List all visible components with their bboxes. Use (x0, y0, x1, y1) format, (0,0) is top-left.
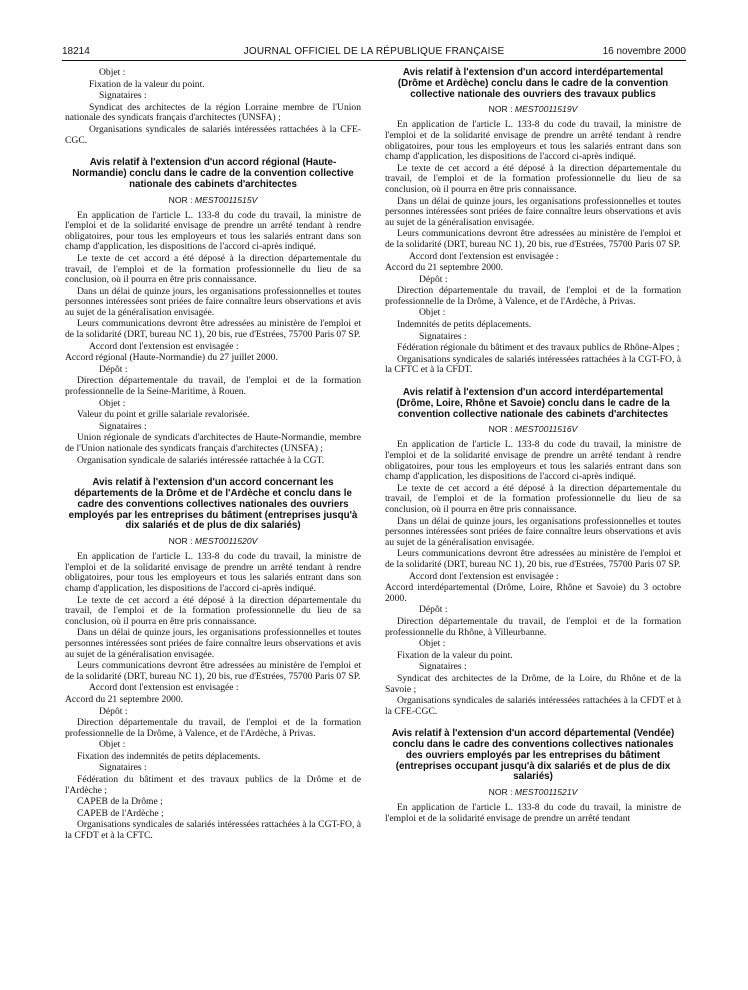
paragraph: Fixation des indemnités de petits déplacements. (77, 750, 261, 762)
left-column (65, 68, 361, 843)
paragraph: Le texte de cet accord a été déposé à la direction départementale du travail, de l'emploi et de la formation professionnelle du lieu de sa conclusion, où il pourra en être pris connaissance. (385, 162, 681, 195)
paragraph: En application de l'article L. 133-8 du code du travail, la ministre de l'emploi et de la solidarité envisage de prendre un arrêté tendant (385, 802, 681, 824)
paragraph: Leurs communications devront être adressées au ministère de l'emploi et de la solidarité (DRT, bureau NC 1), 20 bis, rue d'Estrées, 75700 Paris 07 SP. (385, 228, 681, 250)
paragraph: Leurs communications devront être adressées au ministère de l'emploi et de la solidarité (DRT, bureau NC 1), 20 bis, rue d'Estrées, 75700 Paris 07 SP. (65, 318, 361, 341)
label-objet: Objet : (99, 739, 126, 751)
label-depot: Dépôt : (419, 604, 448, 616)
label-signataires: Signataires : (99, 420, 147, 432)
journal-title: JOURNAL OFFICIEL DE LA RÉPUBLIQUE FRANÇAISE (243, 46, 505, 57)
issue-date: 16 novembre 2000 (602, 46, 686, 57)
label-signataires: Signataires : (419, 661, 467, 673)
label-signataires: Signataires : (419, 330, 467, 342)
nor-reference: NOR : MEST0011519V (488, 104, 578, 115)
label-objet: Objet : (419, 638, 446, 650)
paragraph: Direction départementale du travail, de l'emploi et de la formation professionnelle de la Drôme, à Valence, et de l'Ardèche, à Privas. (385, 285, 681, 307)
notice-title: Avis relatif à l'extension d'un accord interdépartemental (Drôme et Ardèche) conclu dans le cadre de la convention collective nationale des ouvriers des travaux publics (397, 67, 669, 100)
notice-title: Avis relatif à l'extension d'un accord départemental (Vendée) conclu dans le cadre des conventions collectives nationales des ouvriers employés par les entreprises du bâtiment (entreprises occupant jusqu'à dix salariés et de plus de dix salariés) (391, 728, 675, 783)
notice-title: Avis relatif à l'extension d'un accord régional (Haute-Normandie) conclu dans le cadre de la convention collective nationale des cabinets d'architectes (72, 157, 354, 190)
nor-reference: NOR : MEST0011516V (488, 424, 578, 435)
notice-body (65, 552, 361, 841)
paragraph: Fixation de la valeur du point. (397, 649, 513, 661)
notice-body (385, 803, 681, 824)
paragraph: Fédération du bâtiment et des travaux publics de la Drôme et de l'Ardèche ; (65, 774, 361, 796)
paragraph: CAPEB de la Drôme ; (77, 796, 163, 808)
paragraph: Leurs communications devront être adressées au ministère de l'emploi et de la solidarité (DRT, bureau NC 1), 20 bis, rue d'Estrées, 75700 Paris 07 SP. (65, 660, 361, 682)
paragraph: Direction départementale du travail, de l'emploi et de la formation professionnelle du Rhône, à Villeurbanne. (385, 615, 681, 638)
paragraph: Accord régional (Haute-Normandie) du 27 juillet 2000. (65, 352, 278, 364)
paragraph: En application de l'article L. 133-8 du code du travail, la ministre de l'emploi et de la solidarité envisage de prendre un arrêté tendant à rendre obligatoires, pour tous les employeurs et tous les salariés entrant dans son champ d'application, les dispositions de l'accord ci-après indiqué. (65, 551, 361, 594)
label-signataires: Signataires : (99, 762, 147, 774)
paragraph: Accord dont l'extension est envisagée : (89, 682, 239, 694)
paragraph: Direction départementale du travail, de l'emploi et de la formation professionnelle de la Seine-Maritime, à Rouen. (65, 375, 361, 398)
paragraph: Le texte de cet accord a été déposé à la direction départementale du travail, de l'emploi et de la formation professionnelle du lieu de sa conclusion, où il pourra en être pris connaissance. (385, 482, 681, 515)
notice-body (65, 211, 361, 467)
page-number: 18214 (62, 46, 90, 57)
paragraph: Syndicat des architectes de la Drôme, de la Loire, du Rhône et de la Savoie ; (385, 672, 681, 695)
notice-title: Avis relatif à l'extension d'un accord interdépartemental (Drôme, Loire, Rhône et Savoie) conclu dans le cadre de la convention collective nationale des cabinets d'architectes (396, 387, 670, 420)
paragraph: Accord dont l'extension est envisagée : (409, 570, 559, 582)
paragraph: Le texte de cet accord a été déposé à la direction départementale du travail, de l'emploi et de la formation professionnelle du lieu de sa conclusion, où il pourra en être pris connaissance. (65, 594, 361, 627)
label-objet: Objet : (99, 67, 126, 78)
notice-body (385, 120, 681, 376)
paragraph: Accord interdépartemental (Drôme, Loire, Rhône et Savoie) du 3 octobre 2000. (385, 582, 681, 604)
paragraph: Accord du 21 septembre 2000. (65, 693, 184, 705)
paragraph: Dans un délai de quinze jours, les organisations professionnelles et toutes personnes intéressées sont priées de faire connaître leurs observations et avis au sujet de la généralisation envisagée. (65, 285, 361, 318)
nor-reference: NOR : MEST0011520V (168, 536, 258, 547)
paragraph: Union régionale de syndicats d'architectes de Haute-Normandie, membre de l'Union nationale des syndicats français d'architectes (UNSFA) ; (65, 432, 361, 455)
paragraph: Organisations syndicales de salariés intéressées rattachées à la CGT-FO, à la CFDT et à la CFTC. (65, 819, 361, 842)
paragraph: Le texte de cet accord a été déposé à la direction départementale du travail, de l'emploi et de la formation professionnelle du lieu de sa conclusion, où il pourra en être pris connaissance. (65, 252, 361, 286)
notice-title: Avis relatif à l'extension d'un accord concernant les départements de la Drôme et de l'Ardèche et conclu dans le cadre des conventions collectives nationales des ouvriers employés par les entreprises du bâtiment (entreprises jusqu'à dix salariés et de plus de dix salariés) (68, 477, 358, 532)
paragraph: En application de l'article L. 133-8 du code du travail, la ministre de l'emploi et de la solidarité envisage de prendre un arrêté tendant à rendre obligatoires, pour tous les employeurs et tous les salariés entrant dans son champ d'application, les dispositions de l'accord ci-après indiqué. (385, 119, 681, 163)
paragraph: Dans un délai de quinze jours, les organisations professionnelles et toutes personnes intéressées sont priées de faire connaître leurs observations et avis au sujet de la généralisation envisagée. (385, 515, 681, 548)
label-depot: Dépôt : (99, 363, 128, 375)
nor-reference: NOR : MEST0011515V (168, 194, 258, 205)
paragraph: Syndicat des architectes de la région Lorraine membre de l'Union nationale des syndicats français d'architectes (UNSFA) ; (65, 101, 361, 124)
nor-reference: NOR : MEST0011521V (488, 787, 578, 798)
paragraph: Direction départementale du travail, de l'emploi et de la formation professionnelle de la Drôme, à Valence, et de l'Ardèche, à Privas. (65, 717, 361, 739)
label-signataires: Signataires : (99, 90, 147, 102)
paragraph: CAPEB de l'Ardèche ; (77, 807, 164, 819)
paragraph: Indemnités de petits déplacements. (397, 319, 532, 331)
paragraph: Accord dont l'extension est envisagée : (409, 250, 559, 262)
paragraph: Fixation de la valeur du point. (89, 78, 205, 90)
notice-body (385, 440, 681, 717)
paragraph: Valeur du point et grille salariale revalorisée. (77, 409, 250, 421)
paragraph: Organisations syndicales de salariés intéressées rattachées à la CFE-CGC. (65, 123, 361, 146)
paragraph: Accord dont l'extension est envisagée : (89, 340, 239, 352)
paragraph: Fédération régionale du bâtiment et des travaux publics de Rhône-Alpes ; (397, 342, 680, 354)
paragraph: En application de l'article L. 133-8 du code du travail, la ministre de l'emploi et de la solidarité envisage de prendre un arrêté tendant à rendre obligatoires, pour tous les employeurs et tous les salariés entrant dans son champ d'application, les dispositions de l'accord ci-après indiqué. (385, 439, 681, 483)
label-objet: Objet : (99, 397, 126, 409)
label-depot: Dépôt : (99, 705, 128, 717)
paragraph: En application de l'article L. 133-8 du code du travail, la ministre de l'emploi et de la solidarité envisage de prendre un arrêté tendant à rendre obligatoires, pour tous les employeurs et tous les salariés entrant dans son champ d'application, les dispositions de l'accord ci-après indiqué. (65, 209, 361, 253)
label-depot: Dépôt : (419, 273, 448, 285)
paragraph: Organisations syndicales de salariés intéressées rattachées à la CGT-FO, à la CFTC et à la CFDT. (385, 353, 681, 376)
paragraph: Organisations syndicales de salariés intéressées rattachées à la CFDT et à la CFE-CGC. (385, 695, 681, 717)
paragraph: Organisation syndicale de salariés intéressée rattachée à la CGT. (77, 454, 325, 466)
paragraph: Leurs communications devront être adressées au ministère de l'emploi et de la solidarité (DRT, bureau NC 1), 20 bis, rue d'Estrées, 75700 Paris 07 SP. (385, 548, 681, 570)
right-column (385, 68, 681, 825)
paragraph: Accord du 21 septembre 2000. (385, 262, 504, 274)
label-objet: Objet : (419, 307, 446, 319)
notice-continuation (65, 68, 361, 146)
paragraph: Dans un délai de quinze jours, les organisations professionnelles et toutes personnes intéressées sont priées de faire connaître leurs observations et avis au sujet de la généralisation envisagée. (385, 195, 681, 228)
page-header (62, 44, 686, 61)
paragraph: Dans un délai de quinze jours, les organisations professionnelles et toutes personnes intéressées sont priées de faire connaître leurs observations et avis au sujet de la généralisation envisagée. (65, 627, 361, 660)
